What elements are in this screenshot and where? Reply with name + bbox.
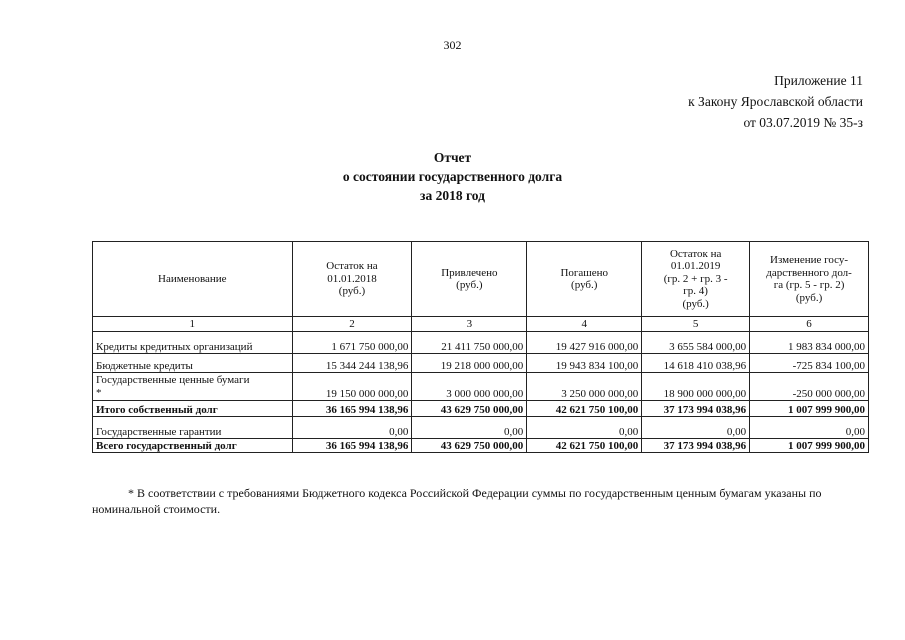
footnote-marker: * (96, 387, 102, 399)
report-title (0, 148, 905, 205)
cell-value: 37 173 994 038,96 (642, 401, 750, 417)
table-row (93, 417, 869, 439)
cell-value: 1 007 999 900,00 (750, 401, 869, 417)
cell-value: 0,00 (750, 417, 869, 439)
header-text: 01.01.2019 (670, 260, 721, 273)
header-text: (руб.) (456, 279, 483, 291)
cell-value: 37 173 994 038,96 (642, 439, 750, 453)
row-name: Кредиты кредитных организаций (93, 332, 293, 354)
header-text: га (гр. 5 - гр. 2) (773, 279, 845, 291)
cell-value: 43 629 750 000,00 (412, 439, 527, 453)
header-name (93, 242, 293, 317)
cell-value: 1 671 750 000,00 (292, 332, 412, 354)
cell-value: 0,00 (412, 417, 527, 439)
row-name: Бюджетные кредиты (93, 354, 293, 373)
column-number: 1 (93, 317, 293, 332)
column-number: 5 (642, 317, 750, 332)
cell-value: -725 834 100,00 (750, 354, 869, 373)
cell-value: 3 655 584 000,00 (642, 332, 750, 354)
cell-value: 3 000 000 000,00 (412, 373, 527, 401)
header-balance-start (292, 242, 412, 317)
title-line-2: о состоянии государственного долга (342, 169, 563, 184)
cell-value: 0,00 (642, 417, 750, 439)
footnote: * В соответствии с требованиями Бюджетного кодекса Российской Федерации суммы по государственным ценным бумагам указаны по номинальной стоимости. (92, 486, 822, 516)
cell-value: 1 983 834 000,00 (750, 332, 869, 354)
cell-value: 43 629 750 000,00 (412, 401, 527, 417)
table-row (93, 373, 869, 401)
title-line-1: Отчет (433, 150, 472, 165)
cell-value: 21 411 750 000,00 (412, 332, 527, 354)
table-row (93, 332, 869, 354)
cell-value: 19 150 000 000,00 (292, 373, 412, 401)
appendix-line-1: Приложение 11 (774, 73, 863, 88)
header-text: 01.01.2018 (327, 272, 377, 285)
cell-value: 42 621 750 100,00 (527, 439, 642, 453)
cell-value: 0,00 (527, 417, 642, 439)
row-name (93, 373, 293, 401)
table-row-grand-total (93, 439, 869, 453)
cell-value: 19 218 000 000,00 (412, 354, 527, 373)
appendix-line-3: от 03.07.2019 № 35-з (743, 115, 863, 130)
column-number: 2 (292, 317, 412, 332)
column-number: 4 (527, 317, 642, 332)
row-name-line: Государственные ценные бумаги (96, 374, 250, 386)
header-text: Остаток на (326, 260, 378, 273)
cell-value: 14 618 410 038,96 (642, 354, 750, 373)
table-header-row (93, 242, 869, 317)
column-number-row (93, 317, 869, 332)
cell-value: 15 344 244 138,96 (292, 354, 412, 373)
header-text: (гр. 2 + гр. 3 - (663, 272, 728, 285)
page-number: 302 (443, 38, 462, 52)
cell-value: 36 165 994 138,96 (292, 401, 412, 417)
header-change (750, 242, 869, 317)
cell-value: -250 000 000,00 (750, 373, 869, 401)
header-balance-end (642, 242, 750, 317)
header-text: (руб.) (338, 285, 366, 298)
header-repaid (527, 242, 642, 317)
column-number: 6 (750, 317, 869, 332)
cell-value: 1 007 999 900,00 (750, 439, 869, 453)
header-name-text: Наименование (158, 272, 227, 285)
header-text: (руб.) (795, 291, 823, 304)
cell-value: 19 427 916 000,00 (527, 332, 642, 354)
header-text: дарственного дол- (766, 266, 852, 279)
header-text: гр. 4) (683, 285, 708, 298)
column-number: 3 (412, 317, 527, 332)
header-text: (руб.) (571, 279, 598, 291)
cell-value: 0,00 (292, 417, 412, 439)
header-text: Остаток на (669, 247, 722, 260)
header-text: Погашено (560, 266, 609, 279)
debt-report-table (92, 241, 869, 453)
title-line-3: за 2018 год (420, 188, 485, 203)
row-name: Всего государственный долг (93, 439, 293, 453)
header-attracted (412, 242, 527, 317)
cell-value: 42 621 750 100,00 (527, 401, 642, 417)
table-row (93, 354, 869, 373)
cell-value: 36 165 994 138,96 (292, 439, 412, 453)
table-row-total (93, 401, 869, 417)
appendix-line-2: к Закону Ярославской области (688, 94, 863, 109)
cell-value: 19 943 834 100,00 (527, 354, 642, 373)
cell-value: 18 900 000 000,00 (642, 373, 750, 401)
header-text: (руб.) (682, 297, 709, 310)
header-text: Привлечено (441, 266, 498, 279)
cell-value: 3 250 000 000,00 (527, 373, 642, 401)
header-text: Изменение госу- (770, 254, 849, 266)
row-name: Итого собственный долг (93, 401, 293, 417)
appendix-note (688, 70, 863, 133)
row-name: Государственные гарантии (93, 417, 293, 439)
